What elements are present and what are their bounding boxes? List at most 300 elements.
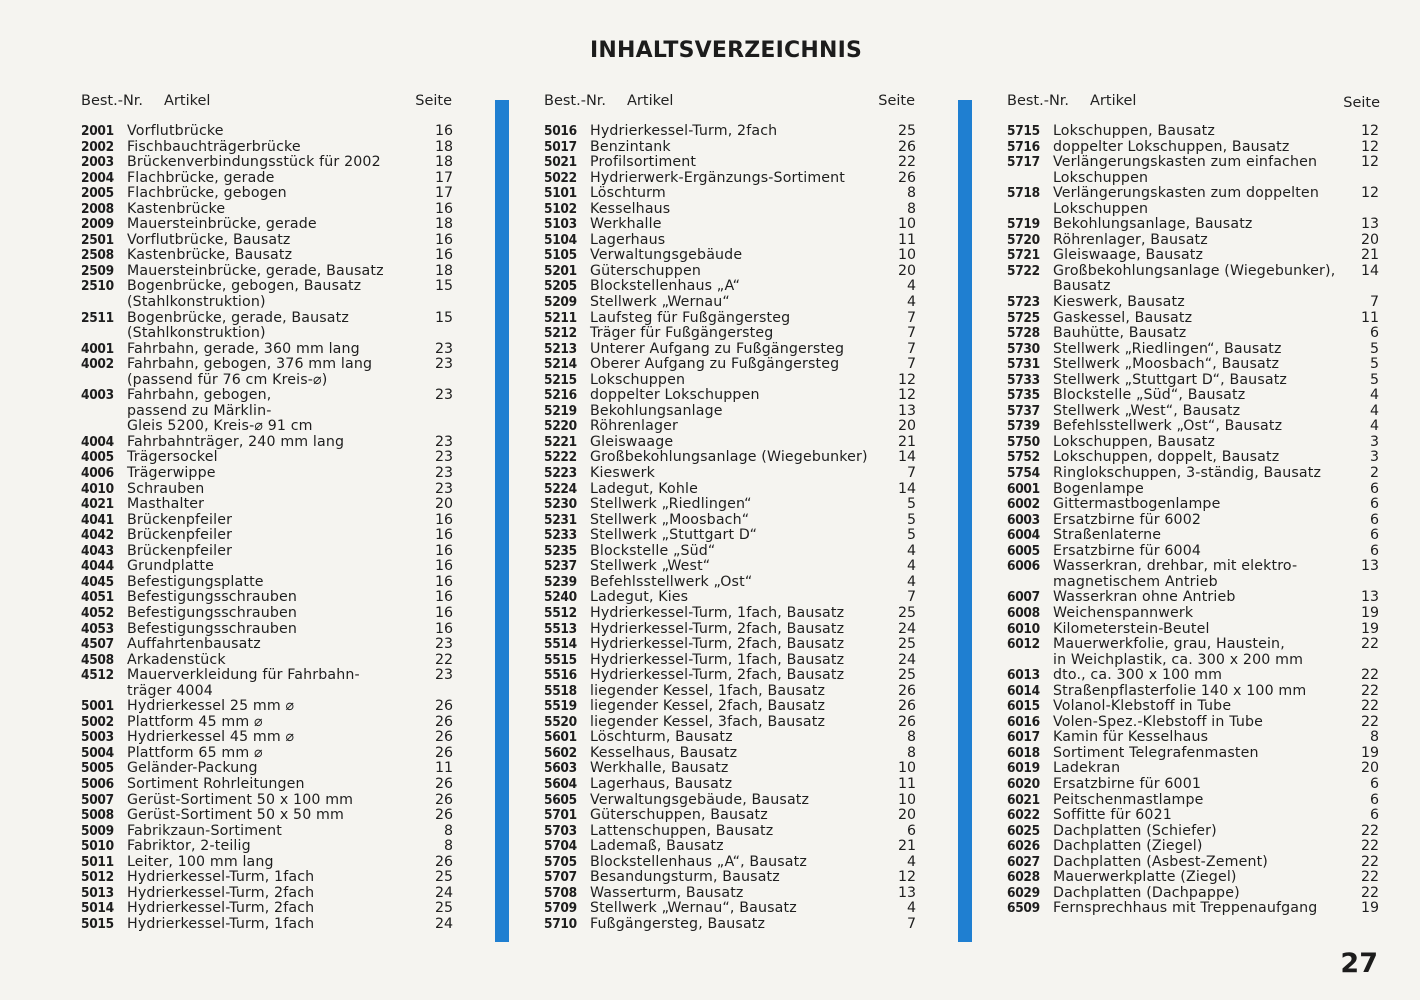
item-page: 3	[1369, 449, 1379, 466]
item-name: Ersatzbirne für 6002	[1053, 511, 1202, 528]
item-page: 22	[1360, 822, 1379, 839]
item-page: 14	[897, 449, 916, 466]
item-page: 26	[897, 698, 916, 715]
item-name: Lokschuppen, Bausatz	[1053, 433, 1215, 450]
item-page: 26	[897, 138, 916, 155]
table-row	[544, 606, 916, 622]
item-name: Dachplatten (Asbest-Zement)	[1053, 853, 1268, 870]
table-row	[81, 559, 453, 575]
item-name: Kieswerk, Bausatz	[1053, 294, 1185, 311]
table-row	[81, 544, 453, 560]
item-name: Mauerwerkfolie, grau, Haustein, in Weichplastik, ca. 300 x 200 mm	[1053, 636, 1304, 668]
item-name: Hydrierkessel-Turm, 2fach	[590, 123, 778, 139]
item-name: Straßenlaterne	[1053, 527, 1162, 544]
item-page: 11	[434, 760, 453, 777]
table-row	[1007, 668, 1379, 684]
table-row	[81, 497, 453, 513]
item-name: Benzintank	[590, 138, 671, 155]
item-number: 5605	[544, 791, 577, 808]
item-page: 16	[434, 511, 453, 528]
item-name: Fahrbahnträger, 240 mm lang	[127, 433, 345, 450]
table-row	[81, 793, 453, 809]
table-row	[81, 513, 453, 529]
item-page: 26	[897, 682, 916, 699]
item-page: 7	[906, 589, 916, 606]
item-page: 23	[434, 449, 453, 466]
item-name: Volanol-Klebstoff in Tube	[1053, 698, 1232, 715]
table-row	[1007, 886, 1379, 902]
item-name: Soffitte für 6021	[1053, 807, 1172, 824]
item-page: 7	[1369, 294, 1379, 311]
item-name: Auffahrtenbausatz	[127, 636, 261, 653]
header-nr: Best.-Nr.	[81, 93, 144, 109]
item-number: 5224	[544, 480, 577, 497]
item-number: 5708	[544, 884, 577, 901]
item-name: Brückenpfeiler	[127, 542, 233, 559]
item-number: 6028	[1007, 869, 1040, 886]
item-name: Befestigungsplatte	[127, 573, 264, 590]
table-row	[81, 202, 453, 218]
table-row	[81, 746, 453, 762]
table-row	[544, 637, 916, 653]
item-name: dto., ca. 300 x 100 mm	[1053, 667, 1223, 684]
item-number: 5716	[1007, 138, 1040, 155]
table-row	[1007, 388, 1379, 404]
item-number: 6027	[1007, 853, 1040, 870]
table-row	[544, 761, 916, 777]
item-page: 24	[897, 620, 916, 637]
item-name: Gerüst-Sortiment 50 x 50 mm	[127, 807, 344, 824]
item-number: 6013	[1007, 667, 1040, 684]
table-row	[1007, 311, 1379, 327]
item-number: 2508	[81, 247, 114, 264]
table-row	[1007, 901, 1379, 917]
item-name: doppelter Lokschuppen, Bausatz	[1053, 138, 1290, 155]
item-number: 4005	[81, 449, 114, 466]
item-name: Gleiswaage, Bausatz	[1053, 247, 1204, 264]
item-number: 4041	[81, 511, 114, 528]
item-name: Bauhütte, Bausatz	[1053, 325, 1187, 342]
table-row	[544, 917, 916, 933]
item-number: 5722	[1007, 262, 1040, 279]
item-name: Kilometerstein-Beutel	[1053, 620, 1210, 637]
table-row	[544, 357, 916, 373]
table-row	[544, 217, 916, 233]
table-row	[81, 886, 453, 902]
item-number: 5520	[544, 713, 577, 730]
table-row	[544, 140, 916, 156]
table-row	[544, 202, 916, 218]
item-page: 26	[434, 698, 453, 715]
item-name: Verlängerungskasten zum doppelten Lokschuppen	[1053, 185, 1319, 217]
item-name: Kesselhaus	[590, 200, 671, 217]
item-name: Mauerverkleidung für Fahrbahn- träger 4004	[127, 667, 360, 699]
item-number: 5002	[81, 713, 114, 730]
table-row	[1007, 839, 1379, 855]
item-number: 5201	[544, 262, 577, 279]
item-page: 22	[1360, 838, 1379, 855]
table-row	[544, 544, 916, 560]
item-number: 6025	[1007, 822, 1040, 839]
column-header	[544, 93, 916, 113]
item-page: 21	[897, 838, 916, 855]
item-page: 5	[1369, 371, 1379, 388]
item-number: 2009	[81, 216, 114, 233]
item-page: 8	[443, 822, 453, 839]
table-row	[544, 466, 916, 482]
table-row	[544, 419, 916, 435]
item-page: 4	[1369, 418, 1379, 435]
table-row	[81, 466, 453, 482]
item-number: 2003	[81, 154, 114, 171]
item-name: Lokschuppen, Bausatz	[1053, 123, 1215, 139]
item-name: Oberer Aufgang zu Fußgängersteg	[590, 356, 840, 373]
table-row	[1007, 155, 1379, 186]
table-row	[544, 528, 916, 544]
table-row	[544, 450, 916, 466]
header-artikel: Artikel	[1090, 93, 1137, 109]
item-name: Stellwerk „Moosbach“	[590, 511, 750, 528]
item-number: 5602	[544, 744, 577, 761]
item-page: 26	[434, 853, 453, 870]
table-row	[81, 575, 453, 591]
item-name: Unterer Aufgang zu Fußgängersteg	[590, 340, 845, 357]
table-row	[1007, 824, 1379, 840]
table-row	[544, 435, 916, 451]
table-row	[81, 761, 453, 777]
item-name: Ladegut, Kies	[590, 589, 689, 606]
item-page: 23	[434, 465, 453, 482]
table-row	[1007, 404, 1379, 420]
item-page: 18	[434, 138, 453, 155]
page-number: 27	[1340, 948, 1378, 979]
item-number: 5004	[81, 744, 114, 761]
table-row	[544, 248, 916, 264]
item-name: Fernsprechhaus mit Treppenaufgang	[1053, 900, 1318, 917]
table-row	[544, 233, 916, 249]
item-page: 6	[1369, 511, 1379, 528]
item-number: 2002	[81, 138, 114, 155]
table-row	[81, 233, 453, 249]
table-row	[81, 124, 453, 140]
item-number: 6018	[1007, 744, 1040, 761]
table-row	[1007, 777, 1379, 793]
item-number: 5754	[1007, 465, 1040, 482]
table-row	[81, 171, 453, 187]
table-row	[544, 730, 916, 746]
item-name: Ringlokschuppen, 3-ständig, Bausatz	[1053, 465, 1322, 482]
item-number: 6003	[1007, 511, 1040, 528]
table-row	[81, 248, 453, 264]
item-number: 5705	[544, 853, 577, 870]
table-row	[81, 777, 453, 793]
item-name: Befestigungsschrauben	[127, 604, 298, 621]
item-page: 8	[906, 729, 916, 746]
item-page: 8	[443, 838, 453, 855]
item-name: Profilsortiment	[590, 154, 697, 171]
table-row	[1007, 466, 1379, 482]
table-row	[1007, 559, 1379, 590]
table-row	[544, 777, 916, 793]
item-name: Volen-Spez.-Klebstoff in Tube	[1053, 713, 1264, 730]
item-name: Wasserkran, drehbar, mit elektro- magnetischem Antrieb	[1053, 558, 1298, 590]
item-name: Hydrierkessel-Turm, 1fach, Bausatz	[590, 651, 845, 668]
item-name: Stellwerk „West“	[590, 558, 711, 575]
item-page: 22	[1360, 667, 1379, 684]
item-page: 20	[897, 418, 916, 435]
item-name: doppelter Lokschuppen	[590, 387, 760, 404]
item-name: Trägerwippe	[127, 465, 216, 482]
item-number: 5737	[1007, 402, 1040, 419]
item-page: 5	[1369, 356, 1379, 373]
item-number: 4001	[81, 340, 114, 357]
table-row	[81, 808, 453, 824]
item-number: 6015	[1007, 698, 1040, 715]
item-number: 5205	[544, 278, 577, 295]
item-number: 5230	[544, 496, 577, 513]
item-number: 5233	[544, 527, 577, 544]
item-number: 6002	[1007, 496, 1040, 513]
column-divider-2	[958, 100, 972, 942]
item-page: 26	[434, 744, 453, 761]
item-number: 6008	[1007, 604, 1040, 621]
item-name: Bekohlungsanlage, Bausatz	[1053, 216, 1253, 233]
item-name: Großbekohlungsanlage (Wiegebunker), Bausatz	[1053, 262, 1336, 295]
table-row	[81, 590, 453, 606]
item-name: Stellwerk „Wernau“, Bausatz	[590, 900, 797, 917]
table-row	[1007, 264, 1379, 295]
item-number: 5211	[544, 309, 577, 326]
item-number: 5715	[1007, 123, 1040, 139]
item-number: 6021	[1007, 791, 1040, 808]
item-page: 6	[1369, 480, 1379, 497]
item-name: Träger für Fußgängersteg	[590, 325, 774, 342]
item-page: 22	[1360, 869, 1379, 886]
item-name: Blockstelle „Süd“, Bausatz	[1053, 387, 1246, 404]
item-page: 10	[897, 791, 916, 808]
item-number: 5012	[81, 869, 114, 886]
table-row	[81, 264, 453, 280]
item-number: 5101	[544, 185, 577, 202]
item-name: Ersatzbirne für 6001	[1053, 775, 1202, 792]
item-number: 4053	[81, 620, 114, 637]
item-number: 5011	[81, 853, 114, 870]
item-name: Verlängerungskasten zum einfachen Lokschuppen	[1053, 154, 1318, 186]
item-page: 7	[906, 309, 916, 326]
table-row	[544, 559, 916, 575]
item-name: Wasserturm, Bausatz	[590, 884, 744, 901]
item-name: Fabriktor, 2-teilig	[127, 838, 251, 855]
item-number: 5001	[81, 698, 114, 715]
item-name: Hydrierkessel-Turm, 1fach, Bausatz	[590, 604, 845, 621]
item-name: Brückenpfeiler	[127, 527, 233, 544]
item-name: Kesselhaus, Bausatz	[590, 744, 738, 761]
item-name: Dachplatten (Dachpappe)	[1053, 884, 1240, 901]
item-page: 23	[434, 667, 453, 684]
item-name: Grundplatte	[127, 558, 214, 575]
item-name: Weichenspannwerk	[1053, 604, 1194, 621]
column-divider-1	[495, 100, 509, 942]
item-page: 24	[897, 651, 916, 668]
item-number: 4052	[81, 604, 114, 621]
item-page: 26	[434, 713, 453, 730]
item-page: 17	[434, 169, 453, 186]
item-page: 20	[1360, 231, 1379, 248]
item-page: 16	[434, 200, 453, 217]
item-page: 22	[1360, 682, 1379, 699]
item-page: 26	[897, 169, 916, 186]
item-number: 5514	[544, 636, 577, 653]
item-number: 2001	[81, 123, 114, 139]
table-row	[1007, 233, 1379, 249]
item-number: 5220	[544, 418, 577, 435]
item-number: 5008	[81, 807, 114, 824]
item-number: 4006	[81, 465, 114, 482]
item-name: Geländer-Packung	[127, 760, 258, 777]
table-row	[1007, 482, 1379, 498]
item-page: 18	[434, 154, 453, 171]
item-page: 11	[897, 231, 916, 248]
table-row	[544, 575, 916, 591]
table-row	[81, 839, 453, 855]
item-name: Hydrierkessel-Turm, 2fach, Bausatz	[590, 620, 845, 637]
item-number: 4043	[81, 542, 114, 559]
item-number: 5216	[544, 387, 577, 404]
item-number: 5703	[544, 822, 577, 839]
item-page: 5	[1369, 340, 1379, 357]
item-name: Fischbauchträgerbrücke	[127, 138, 301, 155]
item-name: Stellwerk „West“, Bausatz	[1053, 402, 1241, 419]
item-page: 25	[897, 604, 916, 621]
item-name: Sortiment Rohrleitungen	[127, 775, 305, 792]
table-row	[1007, 590, 1379, 606]
item-number: 4004	[81, 433, 114, 450]
item-number: 5603	[544, 760, 577, 777]
item-page: 4	[906, 558, 916, 575]
item-page: 10	[897, 247, 916, 264]
item-page: 5	[906, 527, 916, 544]
table-row	[1007, 357, 1379, 373]
item-page: 16	[434, 558, 453, 575]
item-number: 4042	[81, 527, 114, 544]
table-row	[544, 715, 916, 731]
item-number: 4508	[81, 651, 114, 668]
item-page: 4	[906, 278, 916, 295]
table-row	[1007, 248, 1379, 264]
item-number: 5518	[544, 682, 577, 699]
item-number: 5515	[544, 651, 577, 668]
item-name: Werkhalle, Bausatz	[590, 760, 729, 777]
table-row	[544, 171, 916, 187]
item-name: Leiter, 100 mm lang	[127, 853, 274, 870]
item-page: 16	[434, 542, 453, 559]
table-row	[81, 311, 453, 342]
item-name: Bogenbrücke, gebogen, Bausatz (Stahlkonstruktion)	[127, 278, 362, 311]
table-row	[1007, 295, 1379, 311]
item-page: 6	[1369, 527, 1379, 544]
item-page: 4	[906, 853, 916, 870]
table-row	[81, 482, 453, 498]
table-row	[1007, 140, 1379, 156]
item-name: Blockstellenhaus „A“	[590, 278, 741, 295]
item-page: 6	[1369, 807, 1379, 824]
item-name: Hydrierwerk-Ergänzungs-Sortiment	[590, 169, 846, 186]
item-page: 8	[906, 744, 916, 761]
table-row	[81, 730, 453, 746]
item-name: Kamin für Kesselhaus	[1053, 729, 1209, 746]
item-name: Blockstelle „Süd“	[590, 542, 716, 559]
table-row	[1007, 730, 1379, 746]
item-number: 2510	[81, 278, 114, 295]
item-number: 5215	[544, 371, 577, 388]
item-name: Gleiswaage	[590, 433, 674, 450]
item-page: 18	[434, 216, 453, 233]
item-number: 5222	[544, 449, 577, 466]
item-number: 2501	[81, 231, 114, 248]
item-number: 5017	[544, 138, 577, 155]
item-name: Mauerwerkplatte (Ziegel)	[1053, 869, 1237, 886]
item-page: 17	[434, 185, 453, 202]
item-name: Güterschuppen, Bausatz	[590, 807, 768, 824]
item-page: 22	[897, 154, 916, 171]
table-row	[544, 870, 916, 886]
table-row	[1007, 373, 1379, 389]
item-number: 5752	[1007, 449, 1040, 466]
item-page: 12	[897, 387, 916, 404]
item-number: 5601	[544, 729, 577, 746]
item-number: 5103	[544, 216, 577, 233]
table-row	[544, 886, 916, 902]
item-name: Flachbrücke, gebogen	[127, 185, 287, 202]
item-number: 5006	[81, 775, 114, 792]
item-page: 6	[1369, 791, 1379, 808]
item-page: 12	[1360, 185, 1379, 202]
item-page: 23	[434, 480, 453, 497]
item-number: 4002	[81, 356, 114, 373]
item-number: 5719	[1007, 216, 1040, 233]
item-number: 6509	[1007, 900, 1040, 917]
item-name: liegender Kessel, 3fach, Bausatz	[590, 713, 826, 730]
table-row	[544, 482, 916, 498]
header-artikel: Artikel	[164, 93, 211, 109]
item-name: Gittermastbogenlampe	[1053, 496, 1221, 513]
item-page: 20	[897, 262, 916, 279]
item-name: Masthalter	[127, 496, 205, 513]
item-number: 5104	[544, 231, 577, 248]
item-page: 19	[1360, 620, 1379, 637]
item-number: 5707	[544, 869, 577, 886]
item-page: 26	[434, 775, 453, 792]
table-row	[1007, 217, 1379, 233]
item-name: Brückenpfeiler	[127, 511, 233, 528]
item-page: 19	[1360, 604, 1379, 621]
table-row	[1007, 419, 1379, 435]
table-row	[81, 155, 453, 171]
item-number: 6004	[1007, 527, 1040, 544]
item-name: Löschturm	[590, 185, 666, 202]
item-name: Mauersteinbrücke, gerade	[127, 216, 317, 233]
item-number: 5604	[544, 775, 577, 792]
item-name: Stellwerk „Stuttgart D“, Bausatz	[1053, 371, 1288, 388]
item-number: 5214	[544, 356, 577, 373]
item-page: 8	[906, 200, 916, 217]
item-name: Kastenbrücke, Bausatz	[127, 247, 293, 264]
item-page: 21	[1360, 247, 1379, 264]
item-page: 23	[434, 340, 453, 357]
item-name: Lokschuppen	[590, 371, 686, 388]
item-page: 20	[1360, 760, 1379, 777]
item-page: 22	[1360, 713, 1379, 730]
